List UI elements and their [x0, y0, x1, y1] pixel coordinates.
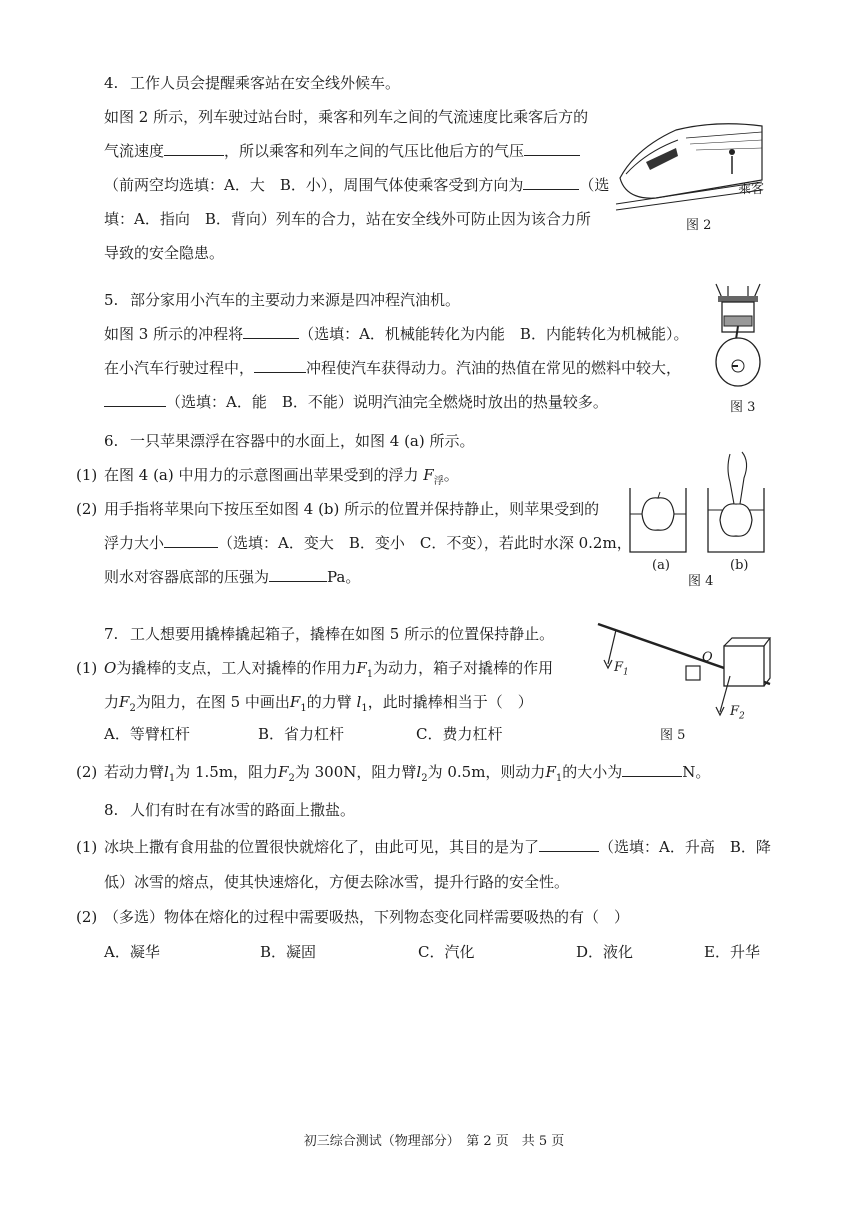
arm-subscript: 1	[361, 703, 368, 714]
q5-text: 在小汽车行驶过程中，	[104, 359, 255, 377]
q6-part-2-line-3	[104, 567, 360, 587]
q4-text: 气流速度	[104, 142, 165, 160]
answer-blank[interactable]	[524, 141, 580, 156]
q6-part-2-number: (2)	[76, 500, 98, 518]
q8-part-2-line-1: （多选）物体在熔化的过程中需要吸热，下列物态变化同样需要吸热的有（ ）	[104, 908, 630, 926]
q7-text: ，此时撬棒相当于（ ）	[367, 693, 533, 711]
q7-text: 力	[104, 693, 120, 711]
q7-title: 工人想要用撬棒撬起箱子，撬棒在如图 5 所示的位置保持静止。	[130, 625, 555, 643]
pivot-symbol: O	[104, 659, 117, 677]
force-subscript: 2	[288, 773, 295, 784]
answer-blank[interactable]	[269, 567, 327, 582]
q4-text: （前两空均选填：A．大 B．小），周围气体使乘客受到方向为	[104, 176, 524, 194]
q7-option-c[interactable]: C．费力杠杆	[416, 725, 503, 743]
passenger-label: 乘客	[738, 182, 765, 197]
answer-blank[interactable]	[104, 392, 166, 407]
q8-option-d[interactable]: D．液化	[576, 943, 634, 961]
force-symbol: F	[545, 763, 556, 781]
force-subscript: 1	[300, 703, 307, 714]
q4-number: 4.	[104, 74, 119, 92]
answer-blank[interactable]	[254, 358, 306, 373]
f1-subscript: 1	[623, 667, 629, 678]
q8-part-1-line-2: 低）冰雪的熔点，使其快速熔化，方便去除冰雪，提升行路的安全性。	[104, 873, 570, 891]
q5-text: （选填：A．能 B．不能）说明汽油完全燃烧时放出的热量较多。	[166, 393, 608, 411]
q8-text: 冰块上撒有食用盐的位置很快就熔化了，由此可见，其目的是为了	[104, 838, 540, 856]
q6-number: 6.	[104, 432, 119, 450]
q5-number: 5.	[104, 291, 119, 309]
figure-4-caption: 图 4	[688, 574, 714, 589]
q4-line-1: 如图 2 所示，列车驶过站台时，乘客和列车之间的气流速度比乘客后方的	[104, 108, 589, 126]
q6-text: 。	[443, 466, 459, 484]
arm-symbol: l	[356, 693, 362, 711]
q6-part-1-number: (1)	[76, 466, 98, 484]
force-symbol: F	[119, 693, 130, 711]
q6-part-2-line-1: 用手指将苹果向下按压至如图 4 (b) 所示的位置并保持静止，则苹果受到的	[104, 500, 600, 518]
q7-part-2-number: (2)	[76, 763, 98, 781]
q8-part-2-number: (2)	[76, 908, 98, 926]
q7-part-1-number: (1)	[76, 659, 98, 677]
q5-line-1	[104, 324, 688, 344]
arm-symbol: l	[416, 763, 422, 781]
q4-line-5: 导致的安全隐患。	[104, 244, 225, 262]
f1-label	[614, 660, 629, 678]
q8-number: 8.	[104, 801, 119, 819]
figure-2-caption: 图 2	[686, 218, 712, 233]
q6-text: 浮力大小	[104, 534, 165, 552]
q7-part-1-line-1	[104, 658, 553, 685]
q4-title: 工作人员会提醒乘客站在安全线外候车。	[130, 74, 401, 92]
pivot-label: O	[702, 650, 713, 665]
force-subscript: 2	[129, 703, 136, 714]
q5-line-2	[104, 358, 681, 378]
q5-text: 如图 3 所示的冲程将	[104, 325, 244, 343]
q7-text: 为 1.5m，阻力	[175, 763, 279, 781]
q7-number: 7.	[104, 625, 119, 643]
q7-text: 为 0.5m，则动力	[427, 763, 546, 781]
figure-3-caption: 图 3	[730, 400, 756, 415]
q8-option-a[interactable]: A．凝华	[104, 943, 160, 961]
arm-symbol: l	[164, 763, 169, 781]
q7-option-a[interactable]: A．等臂杠杆	[104, 725, 190, 743]
q7-text: 若动力臂	[104, 763, 165, 781]
q4-line-2	[104, 141, 580, 161]
figure-5-caption: 图 5	[660, 728, 686, 743]
q8-title: 人们有时在有冰雪的路面上撒盐。	[130, 801, 356, 819]
q7-option-b[interactable]: B．省力杠杆	[258, 725, 345, 743]
q5-text: （选填：A．机械能转化为内能 B．内能转化为机械能）。	[299, 325, 689, 343]
answer-blank[interactable]	[523, 175, 579, 190]
answer-blank[interactable]	[164, 141, 224, 156]
answer-blank[interactable]	[539, 837, 599, 852]
q4-line-3	[104, 175, 609, 195]
force-symbol: F	[289, 693, 301, 711]
train-figure	[616, 118, 766, 218]
q6-text: 则水对容器底部的压强为	[104, 568, 270, 586]
force-subscript: 浮	[433, 476, 444, 487]
answer-blank[interactable]	[622, 762, 682, 777]
q4-text: ，所以乘客和列车之间的气压比他后方的气压	[224, 142, 525, 160]
force-symbol: F	[356, 659, 367, 677]
q8-option-b[interactable]: B．凝固	[260, 943, 317, 961]
q7-text: 的力臂	[306, 693, 352, 711]
q5-line-3	[104, 392, 608, 412]
f2-symbol: F	[730, 704, 740, 719]
q7-text: N。	[682, 763, 711, 781]
answer-blank[interactable]	[243, 324, 299, 339]
q8-part-1-number: (1)	[76, 838, 98, 856]
q7-part-1-line-2	[104, 692, 533, 719]
q5-title: 部分家用小汽车的主要动力来源是四冲程汽油机。	[130, 291, 461, 309]
q6-part-2-line-2	[104, 533, 632, 553]
page-footer: 初三综合测试（物理部分） 第 2 页 共 5 页	[303, 1134, 565, 1149]
apple-figure	[626, 448, 776, 558]
figure-4a-label: (a)	[652, 558, 670, 573]
force-symbol: F	[278, 763, 289, 781]
q7-text: 为撬棒的支点，工人对撬棒的作用力	[116, 659, 357, 677]
engine-figure	[708, 282, 768, 392]
force-subscript: 1	[555, 773, 563, 784]
q4-line-4: 填：A．指向 B．背向）列车的合力，站在安全线外可防止因为该合力所	[104, 210, 591, 228]
q6-text: （选填：A．变大 B．变小 C．不变），若此时水深 0.2m，	[218, 534, 632, 552]
q6-text: 在图 4 (a) 中用力的示意图画出苹果受到的浮力	[104, 466, 419, 484]
q7-text: 为阻力，在图 5 中画出	[135, 693, 290, 711]
arm-subscript: 1	[168, 773, 176, 784]
q8-text: （选填：A．升高 B．降	[599, 838, 771, 856]
f2-label	[730, 704, 745, 722]
q6-text: Pa。	[327, 568, 361, 586]
q7-text: 为动力，箱子对撬棒的作用	[373, 659, 554, 677]
f2-subscript: 2	[739, 711, 745, 722]
arm-subscript: 2	[421, 773, 428, 784]
figure-4b-label: (b)	[730, 558, 749, 573]
force-symbol: F	[423, 466, 434, 484]
q8-option-c[interactable]: C．汽化	[418, 943, 475, 961]
q8-option-e[interactable]: E．升华	[704, 943, 760, 961]
q7-text: 的大小为	[562, 763, 623, 781]
q5-text: 冲程使汽车获得动力。汽油的热值在常见的燃料中较大，	[306, 359, 682, 377]
q7-part-2	[104, 762, 710, 789]
q6-title: 一只苹果漂浮在容器中的水面上，如图 4 (a) 所示。	[130, 432, 475, 450]
q6-part-1	[104, 465, 459, 492]
q8-part-1-line-1	[104, 837, 771, 857]
f1-symbol: F	[614, 660, 624, 675]
q4-text: （选	[579, 176, 610, 194]
answer-blank[interactable]	[164, 533, 218, 548]
force-subscript: 1	[366, 669, 374, 680]
q7-text: 为 300N，阻力臂	[294, 763, 417, 781]
